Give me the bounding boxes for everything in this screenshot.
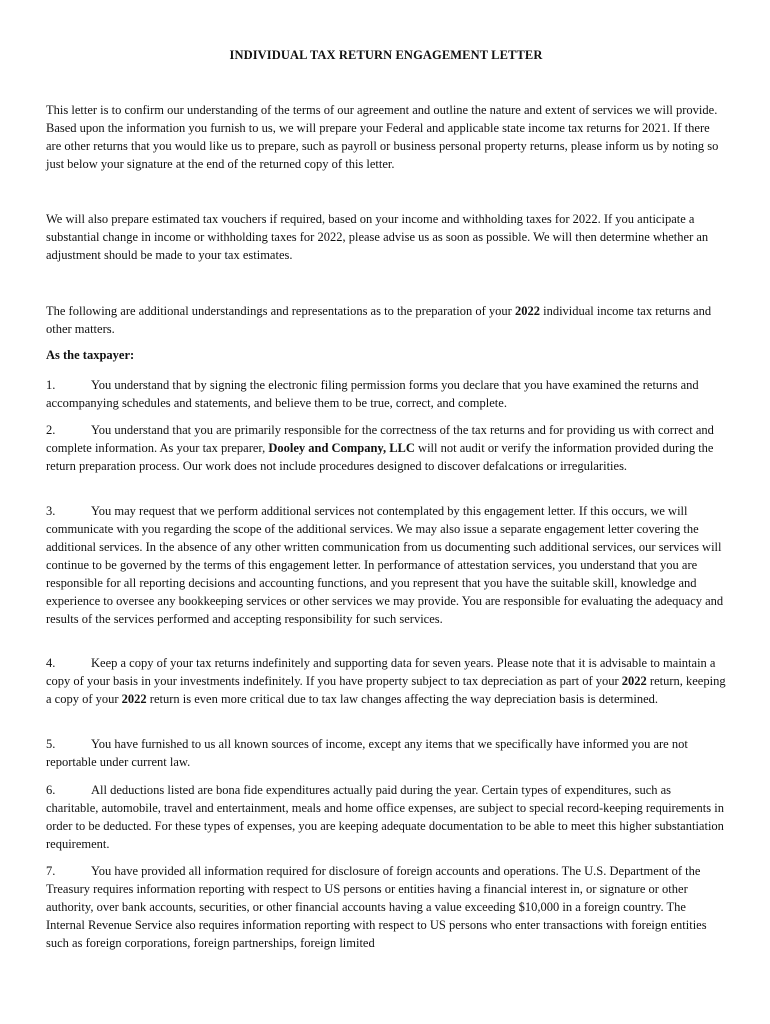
item-text: All deductions listed are bona fide expenditures actually paid during the year. Certain types of expenditures, such as charitable, automobile, travel and entertainment, meals and home office expenses, are subject to special record-keeping requirements in order to be deducted. For these types of expenses, you are keeping adequate documentation to be able to meet this higher substantiation requirement. xyxy=(46,783,724,851)
item-text: You understand that by signing the electronic filing permission forms you declare that you have examined the returns and accompanying schedules and statements, and believe them to be true, correct, and complete. xyxy=(46,378,699,410)
item-text: You have furnished to us all known sources of income, except any items that we specifically have informed you are not reportable under current law. xyxy=(46,737,688,769)
item-number: 1. xyxy=(46,378,56,392)
list-item-6 xyxy=(46,781,726,853)
list-item-5 xyxy=(46,735,726,771)
list-item-2 xyxy=(46,421,726,475)
item-text-post: will not audit or verify the information provided during the return preparation process. Our work does not include procedures designed to discover defalcations or irregularities. xyxy=(46,441,714,473)
item-text: You have provided all information required for disclosure of foreign accounts and operations. The U.S. Department of the Treasury requires information reporting with respect to US persons or entities having a financial interest in, or signature or other authority, over bank accounts, securities, or other financial accounts having a value exceeding $10,000 in a foreign country. The Internal Revenue Service also requires information reporting with respect to US persons who enter transactions with foreign entities such as foreign corporations, foreign partnerships, foreign limited xyxy=(46,864,707,950)
list-item-7 xyxy=(46,862,726,952)
item-text-mid: return, keeping a copy of your xyxy=(46,674,726,706)
item-year-2: 2022 xyxy=(121,692,147,706)
intro-paragraph: This letter is to confirm our understanding of the terms of our agreement and outline the nature and extent of services we will provide. Based upon the information you furnish to us, we will prepare your Federal and applicable state income tax returns for 2021. If there are other returns that you would like us to prepare, such as payroll or business personal property returns, please inform us by noting so just below your signature at the end of the returned copy of this letter. xyxy=(46,103,719,171)
item-text-post: return is even more critical due to tax law changes affecting the way depreciation basis is determined. xyxy=(146,692,659,706)
item-text-pre: Keep a copy of your tax returns indefinitely and supporting data for seven years. Please note that it is advisable to maintain a copy of your basis in your investments indefinitely. If you have property subject to tax depreciation as part of your xyxy=(46,656,716,688)
page-title: INDIVIDUAL TAX RETURN ENGAGEMENT LETTER xyxy=(229,48,543,62)
item-number: 2. xyxy=(46,423,56,437)
item-number: 6. xyxy=(46,783,56,797)
additional-paragraph xyxy=(46,302,726,338)
item-text-pre: You understand that you are primarily responsible for the correctness of the tax returns and for providing us with correct and complete information. As your tax preparer, xyxy=(46,423,714,455)
additional-year: 2022 xyxy=(514,304,540,318)
firm-name: Dooley and Company, LLC xyxy=(268,441,415,455)
list-item-4 xyxy=(46,654,726,708)
item-number: 4. xyxy=(46,656,56,670)
list-item-3 xyxy=(46,502,726,628)
item-number: 3. xyxy=(46,504,56,518)
additional-text-post: individual income tax returns and other matters. xyxy=(46,304,712,336)
item-number: 5. xyxy=(46,737,56,751)
item-year: 2022 xyxy=(621,674,647,688)
section-heading: As the taxpayer: xyxy=(46,348,135,362)
estimates-paragraph: We will also prepare estimated tax vouchers if required, based on your income and withholding taxes for 2022. If you anticipate a substantial change in income or withholding taxes for 2022, please advise us as soon as possible. We will then determine whether an adjustment should be made to your tax estimates. xyxy=(46,212,709,262)
list-item-1 xyxy=(46,376,726,412)
item-text: You may request that we perform additional services not contemplated by this engagement letter. If this occurs, we will communicate with you regarding the scope of the additional services. We may also issue a separate engagement letter covering the additional services. In the absence of any other written communication from us documenting such additional services, our services will continue to be governed by the terms of this engagement letter. In performance of attestation services, you understand that you are responsible for all reporting decisions and accounting functions, and you represent that you have the suitable skill, knowledge and experience to oversee any bookkeeping services or other services we may provide. You are responsible for evaluating the adequacy and results of the services performed and accepting responsibility for such services. xyxy=(46,504,724,626)
additional-text-pre: The following are additional understandings and representations as to the preparation of your xyxy=(46,304,515,318)
item-number: 7. xyxy=(46,864,56,878)
